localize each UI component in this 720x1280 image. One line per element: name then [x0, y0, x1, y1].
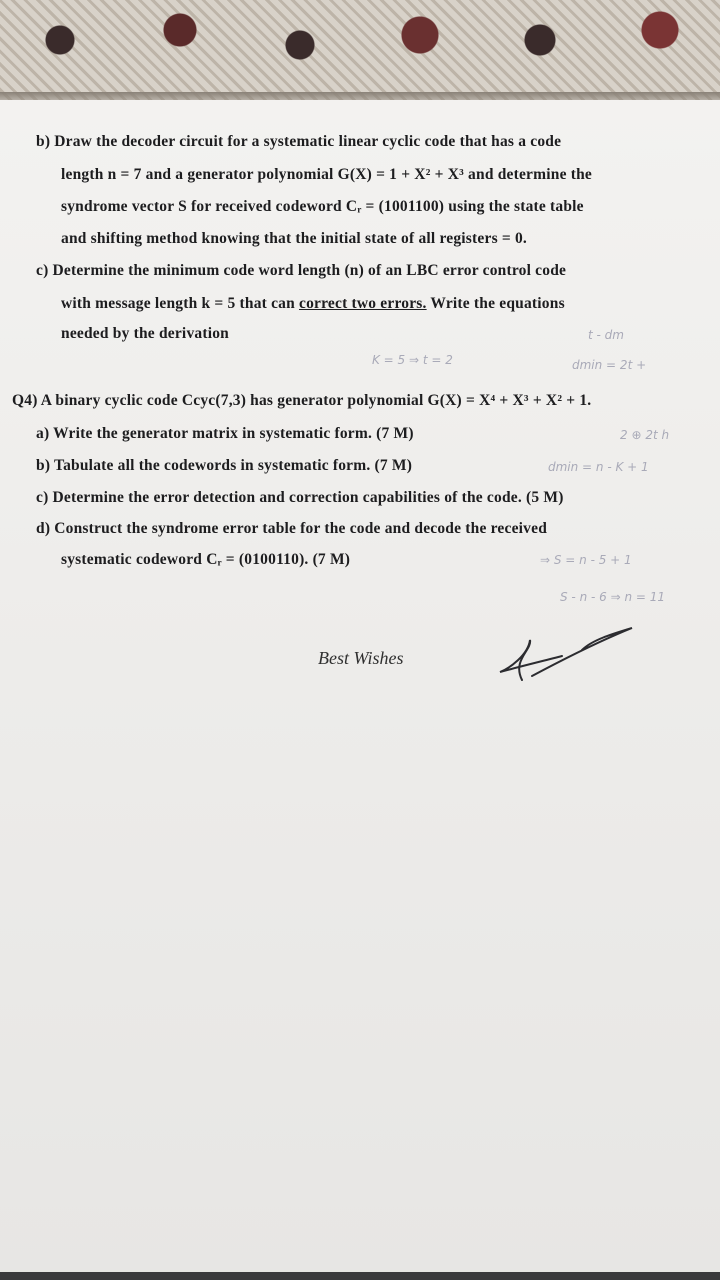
question-c-line-1: c) Determine the minimum code word length (n) of an LBC error control code: [36, 262, 567, 279]
handwritten-note: K = 5 ⇒ t = 2: [372, 353, 453, 367]
underlined-phrase: correct two errors.: [299, 295, 427, 312]
handwritten-note: ⇒ S = n - 5 + 1: [540, 553, 632, 567]
question-4a: a) Write the generator matrix in systematic form. (7 M): [36, 425, 414, 442]
question-4c: c) Determine the error detection and correction capabilities of the code. (5 M): [36, 489, 564, 506]
signature-icon: [492, 620, 642, 690]
question-c-line-3: needed by the derivation: [61, 325, 229, 342]
question-b-line-4: and shifting method knowing that the initial state of all registers = 0.: [61, 230, 528, 247]
question-4b: b) Tabulate all the codewords in systematic form. (7 M): [36, 457, 413, 474]
bottom-edge: [0, 1272, 720, 1280]
handwritten-note: S - n - 6 ⇒ n = 11: [560, 590, 666, 604]
question-b-line-1: b) Draw the decoder circuit for a systematic linear cyclic code that has a code: [36, 133, 562, 150]
handwritten-note: dmin = n - K + 1: [548, 460, 649, 474]
rug-background: [0, 0, 720, 100]
handwritten-note: 2 ⊕ 2t h: [620, 428, 670, 442]
handwritten-note: t - dm: [588, 328, 624, 342]
question-b-line-2: length n = 7 and a generator polynomial G(X) = 1 + X² + X³ and determine the: [61, 166, 592, 183]
question-4d-line-1: d) Construct the syndrome error table for the code and decode the received: [36, 520, 548, 537]
question-c-line-2: with message length k = 5 that can correct two errors. Write the equations: [61, 295, 565, 312]
question-4d-line-2: systematic codeword Cᵣ = (0100110). (7 M): [61, 551, 351, 568]
question-b-line-3: syndrome vector S for received codeword Cᵣ = (1001100) using the state table: [61, 198, 584, 215]
question-4-heading: Q4) A binary cyclic code Ccyc(7,3) has generator polynomial G(X) = X⁴ + X³ + X² + 1.: [12, 392, 592, 409]
handwritten-note: dmin = 2t +: [572, 358, 647, 372]
closing-text: Best Wishes: [318, 648, 404, 668]
